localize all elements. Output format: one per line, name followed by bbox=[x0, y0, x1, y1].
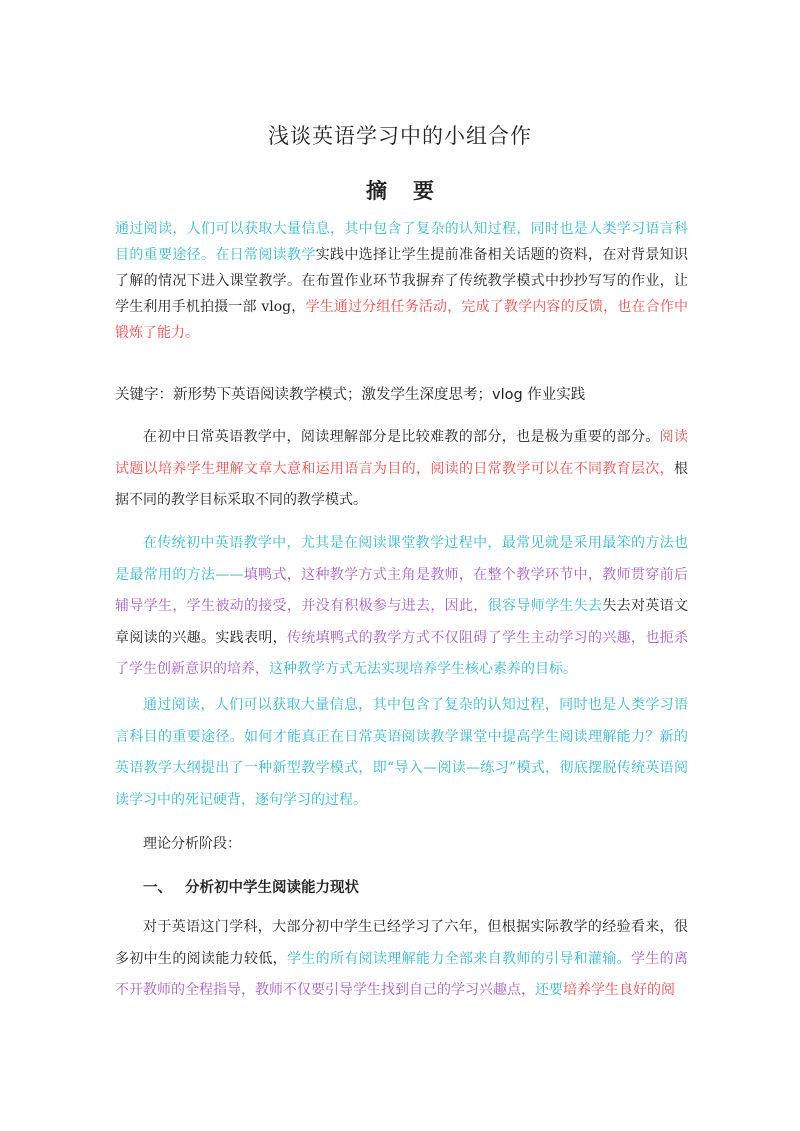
abstract-heading-char-a: 摘 bbox=[366, 179, 387, 203]
text-span: 这种教学方式无法实现培养学生核心素养的目标。 bbox=[269, 661, 577, 677]
abstract-span: 学生通过分组任务活动，完成了教学内容的反馈，也在合作中锻炼了能力。 bbox=[115, 299, 688, 341]
body-paragraph-2 bbox=[115, 528, 688, 686]
text-span: 传统填鸭式的教学方式不仅阻碍了学生主动学习的兴趣，也扼杀了学生创新意识的培养， bbox=[115, 629, 688, 677]
text-span: 在传统初中英语教学中，尤其是在阅读课堂教学过程中，最常见就是采用最笨的方法也是最常用的方法—— bbox=[115, 535, 688, 583]
body-paragraph-4: 理论分析阶段： bbox=[143, 836, 241, 852]
section-title: 分析初中学生阅读能力现状 bbox=[185, 880, 359, 896]
text-span: 阅读试题以培养学生理解文章大意和运用语言为目的，阅读的日常教学可以在不同教育层次， bbox=[115, 429, 689, 477]
body-paragraph-5 bbox=[115, 912, 688, 1007]
text-span: 还要 bbox=[535, 982, 563, 998]
abstract-span: 实践中选择让学生提前准备相关话题的资料，在对背景知识了解的情况下进入课堂教学。在布置作业环节我摒弃了传统教学模式中抄抄写写的作业，让学生利用手机拍摄一部 vlog， bbox=[115, 247, 689, 315]
text-span: 通过阅读，人们可以获取大量信息，其中包含了复杂的认知过程，同时也是人类学习语言科目的重要途径。如何才能真正在日常英语阅读教学课堂中提高学生阅读理解能力？新的英语教学大纲提出了一种新型教学模式，即“导入—阅读—练习”模式，彻底摆脱传统英语阅读学习中的死记硬背，逐句学习的过程。 bbox=[115, 697, 688, 808]
keywords-line: 关键字：新形势下英语阅读教学模式；激发学生深度思考；vlog 作业实践 bbox=[115, 387, 586, 403]
text-span: 学生的离不开教师的全程指导，教师不仅要引导学生找到自己的学习兴趣点， bbox=[115, 950, 688, 998]
text-span: 根据不同的教学目标采取不同的教学模式。 bbox=[115, 460, 688, 508]
abstract-heading bbox=[0, 176, 800, 206]
body-paragraph-3 bbox=[115, 690, 688, 816]
paper-title: 浅谈英语学习中的小组合作 bbox=[268, 124, 532, 148]
text-span: 学生的所有阅读理解能力全部来自教师的引导和灌输。 bbox=[287, 950, 631, 967]
text-span: 对于英语这门学科，大部分初中学生已经学习了六年，但根据实际教学的经验看来，很多初中生的阅读能力较低， bbox=[115, 919, 688, 967]
text-span: 培养学生良好的阅 bbox=[563, 982, 675, 998]
section-number: 一、 bbox=[143, 880, 172, 896]
abstract-span: 通过阅读，人们可以获取大量信息，其中包含了复杂的认知过程，同时也是人类学习语言科目的重要途径。在日常阅读教学 bbox=[115, 221, 688, 263]
body-paragraph-1 bbox=[115, 422, 688, 517]
section-heading-1 bbox=[143, 876, 643, 900]
text-span: 在初中日常英语教学中，阅读理解部分是比较难教的部分，也是极为重要的部分。 bbox=[143, 429, 660, 445]
text-span: 填鸭式，这种教学方式主角是教师，在整个教学环节中，教师贯穿前后辅导学生，学生被动的接受，并没有积极参与进去，因此， bbox=[115, 566, 689, 614]
abstract-paragraph bbox=[115, 216, 688, 346]
abstract-heading-char-b: 要 bbox=[413, 179, 434, 203]
text-span: 很容导师学生失去 bbox=[487, 598, 603, 614]
text-span: 失去对英语文章阅读的兴趣。实践表明， bbox=[115, 598, 689, 646]
